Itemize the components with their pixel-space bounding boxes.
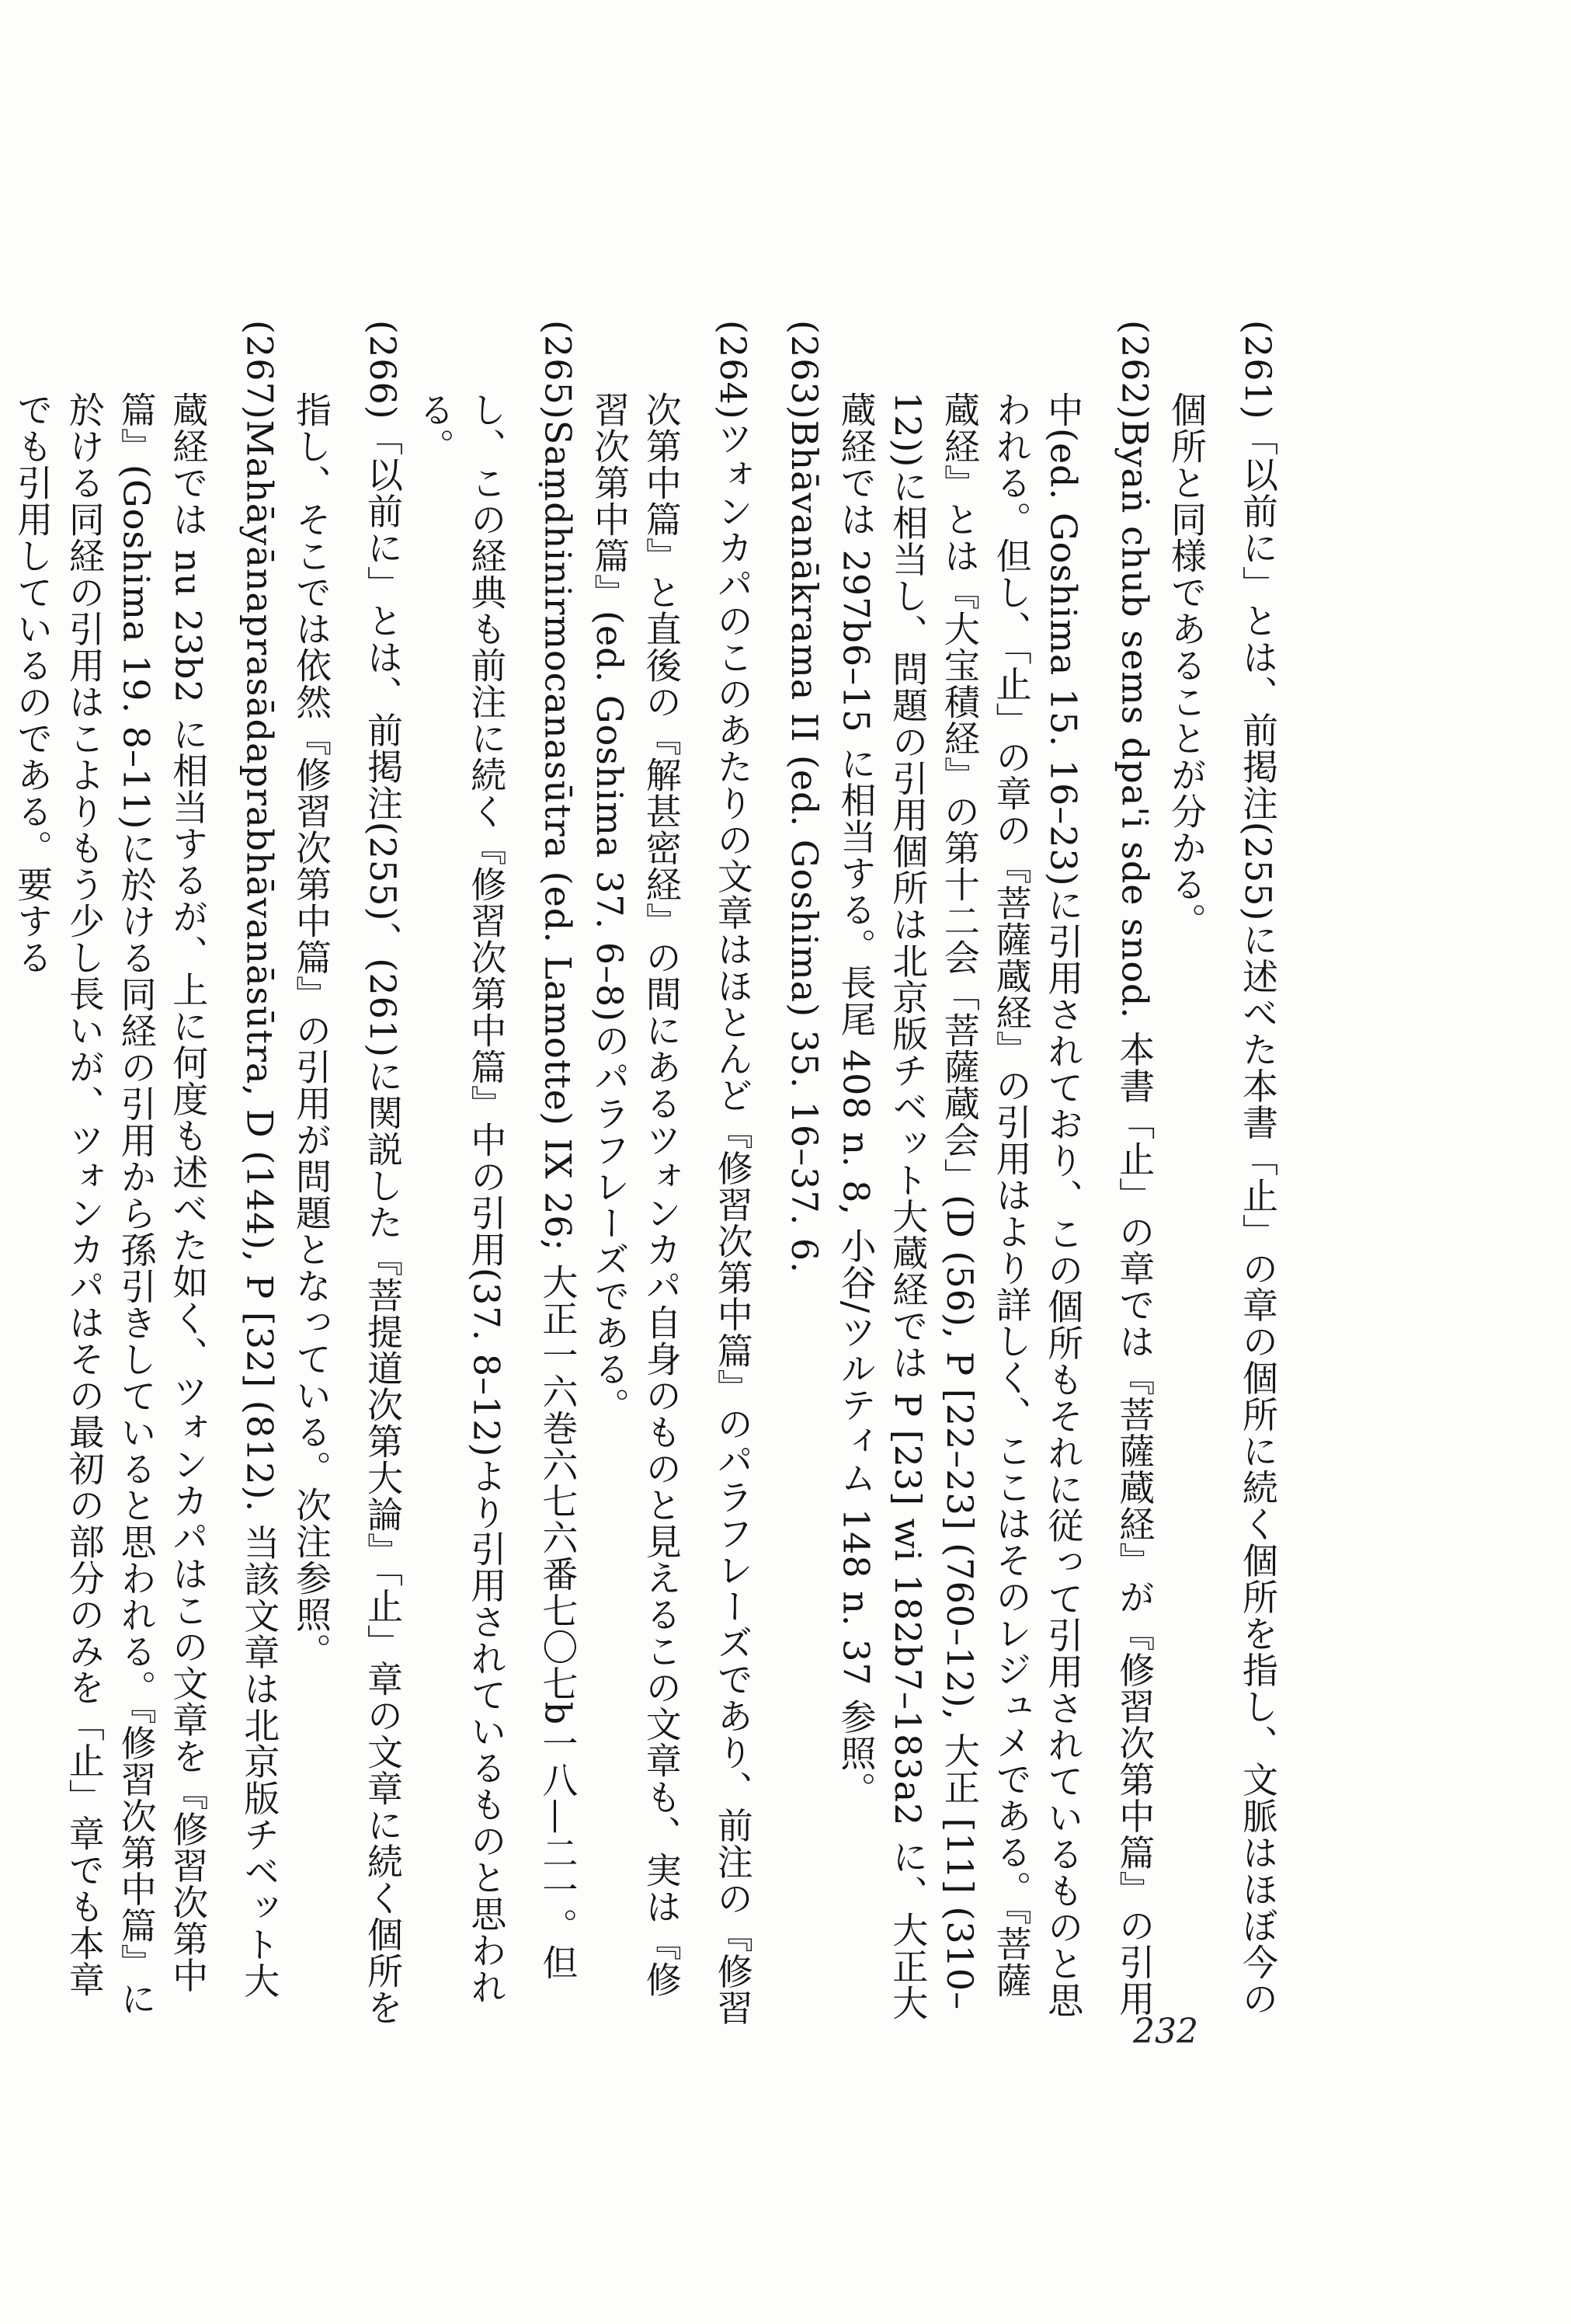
note-text: ツォンカパのこのあたりの文章はほとんど『修習次第中篇』のパラフレーズであり、前注の『修習次第中篇』と直後の『解甚密経』の間にあるツォンカパ自身のものと見えるこの文章も、実は『修習次第中篇』(ed. Goshima 37. 6–8)のパラフレーズである。 (589, 391, 754, 2027)
note-265 (408, 320, 583, 2029)
note-text: 「以前に」とは、前掲注(255)に述べた本書「止」の章の個所に続く個所を指し、文脈はほぼ今の個所と同様であることが分かる。 (1166, 391, 1279, 2017)
note-text: 「以前に」とは、前掲注(255)、(261)に関説した『菩提道次第大論』「止」章の文章に続く個所を指し、そこでは依然『修習次第中篇』の引用が問題となっている。次注参照。 (290, 391, 404, 2027)
note-263 (759, 320, 830, 2029)
note-number: (262) (1114, 320, 1156, 420)
note-text: Bhāvanākrama II (ed. Goshima) 35. 16–37. 6. (783, 419, 825, 1274)
note-266 (285, 320, 408, 2029)
note-number: (263) (783, 320, 825, 420)
note-262 (830, 320, 1161, 2029)
note-text: Byaṅ chub sems dpa'i sde snod. 本書「止」の章では『菩薩蔵経』が『修習次第中篇』の引用中(ed. Goshima 15. 16–23)に引用されており、この個所もそれに従って引用されているものと思われる。但し、「止」の章の『菩薩蔵経』の引用はより詳しく、ここはそのレジュメである。『菩薩蔵経』とは『大宝積経』の第十二会「菩薩蔵会」(D (56), P [22–23] (760–12), 大正 [11] (310–12))に相当し、問題の引用個所は北京版チベット大蔵経では P [23] wi 182b7–183a2 に、大正大蔵経では 297b6–15 に相当する。長尾 408 n. 8, 小谷/ツルティム 148 n. 37 参照。 (835, 391, 1156, 2022)
note-number: (265) (537, 320, 579, 420)
note-text: Saṃdhinirmocanasūtra (ed. Lamotte) IX 26; 大正一六巻六七六番七〇七b一八—二一。但し、この経典も前注に続く『修習次第中篇』中の引用(37. 8–12)より引用されているものと思われる。 (413, 391, 579, 2006)
note-number: (266) (361, 320, 404, 420)
note-264 (583, 320, 758, 2029)
note-261 (1160, 320, 1284, 2029)
note-number: (267) (238, 320, 281, 420)
page-number: 232 (1133, 2012, 1198, 2051)
note-text: Mahāyānaprasādaprabhāvanāsūtra, D (144), P [32] (812). 当該文章は北京版チベット大蔵経では nu 23b2 に相当するが、上に何度も述べた如く、ツォンカパはこの文章を『修習次第中篇』(Goshima 19. 8–11)に於ける同経の引用から孫引きしていると思われる。『修習次第中篇』に於ける同経の引用はこよりもう少し長いが、ツォンカパはその最初の部分のみを「止」章でも本章でも引用しているのである。要する (12, 391, 281, 2017)
endnotes-column (6, 320, 1284, 2029)
note-number: (264) (711, 320, 754, 420)
note-267 (6, 320, 285, 2029)
note-number: (261) (1237, 320, 1279, 420)
